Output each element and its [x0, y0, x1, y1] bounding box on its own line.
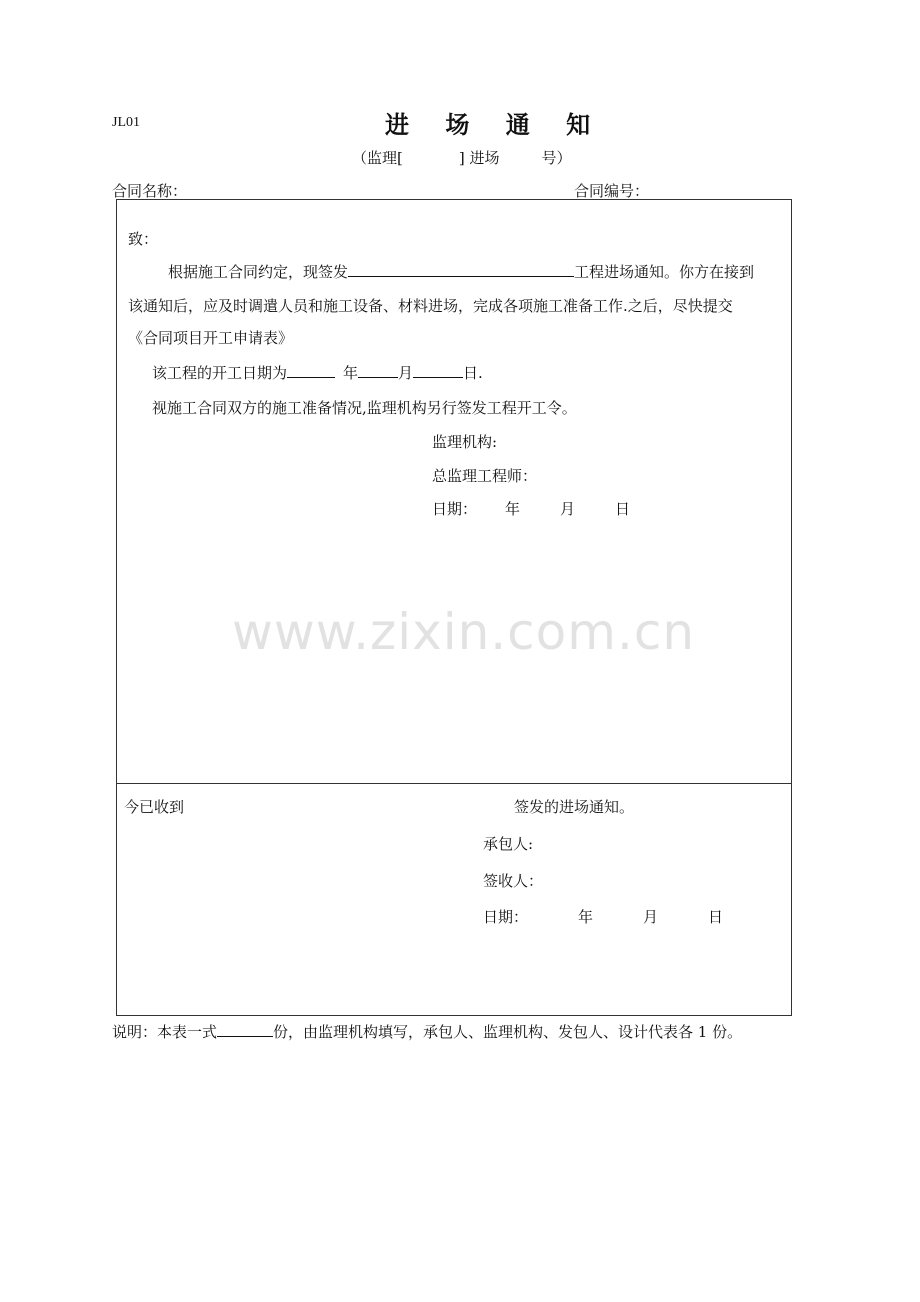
- receipt-date-line: [483, 906, 723, 927]
- notice-paragraph-line-1: [168, 261, 754, 282]
- receipt-date-year: 年: [578, 908, 594, 926]
- doc-number-mid: ] 进场: [458, 149, 500, 167]
- footer-note-a: 说明：本表一式: [112, 1023, 218, 1041]
- notice-date-month: 月: [560, 500, 576, 518]
- start-year-label: 年: [343, 364, 359, 382]
- document-number: [352, 147, 572, 168]
- received-label: 今已收到: [124, 798, 185, 816]
- receipt-date-day: 日: [708, 908, 724, 926]
- footer-note: [112, 1021, 742, 1042]
- start-day-blank[interactable]: [413, 363, 463, 378]
- supervisor-org-label: 监理机构:: [432, 433, 498, 451]
- notice-date-label: 日期：: [432, 500, 478, 518]
- start-date-prefix: 该工程的开工日期为: [152, 364, 288, 382]
- contract-number-label: 合同编号：: [574, 182, 650, 200]
- contractor-label: 承包人:: [483, 835, 534, 853]
- form-code: JL01: [112, 115, 140, 130]
- notice-date-line: [432, 498, 630, 519]
- contract-name-label: 合同名称：: [112, 182, 188, 200]
- start-month-blank[interactable]: [358, 363, 398, 378]
- start-year-blank[interactable]: [287, 363, 335, 378]
- start-month-label: 月: [398, 364, 414, 382]
- notice-text-b: 工程进场通知。你方在接到: [574, 263, 755, 281]
- project-name-blank[interactable]: [348, 262, 574, 277]
- doc-number-prefix: （监理[: [352, 149, 403, 167]
- notice-paragraph-line-3: 《合同项目开工申请表》: [128, 329, 294, 347]
- receipt-date-month: 月: [643, 908, 659, 926]
- watermark: www.zixin.com.cn: [232, 603, 696, 661]
- addressee-label: 致：: [128, 230, 159, 248]
- chief-engineer-label: 总监理工程师：: [432, 467, 538, 485]
- start-date-line: [152, 362, 483, 383]
- notice-date-day: 日: [615, 500, 631, 518]
- notice-date-year: 年: [505, 500, 521, 518]
- notice-text-a: 根据施工合同约定，现签发: [168, 263, 349, 281]
- notice-paragraph-3: 视施工合同双方的施工准备情况,监理机构另行签发工程开工令。: [152, 399, 577, 417]
- section-divider: [116, 783, 792, 784]
- copies-blank[interactable]: [217, 1022, 273, 1037]
- start-day-label: 日.: [463, 364, 483, 382]
- notice-paragraph-line-2: 该通知后，应及时调遣人员和施工设备、材料进场，完成各项施工准备工作.之后，尽快提交: [128, 297, 733, 315]
- signer-label: 签收人：: [483, 872, 544, 890]
- footer-note-b: 份，由监理机构填写，承包人、监理机构、发包人、设计代表各 1 份。: [273, 1023, 743, 1041]
- receipt-date-label: 日期：: [483, 908, 529, 926]
- doc-number-suffix: 号）: [541, 149, 572, 167]
- issued-notice-text: 签发的进场通知。: [514, 798, 635, 816]
- page-title: 进 场 通 知: [385, 110, 605, 139]
